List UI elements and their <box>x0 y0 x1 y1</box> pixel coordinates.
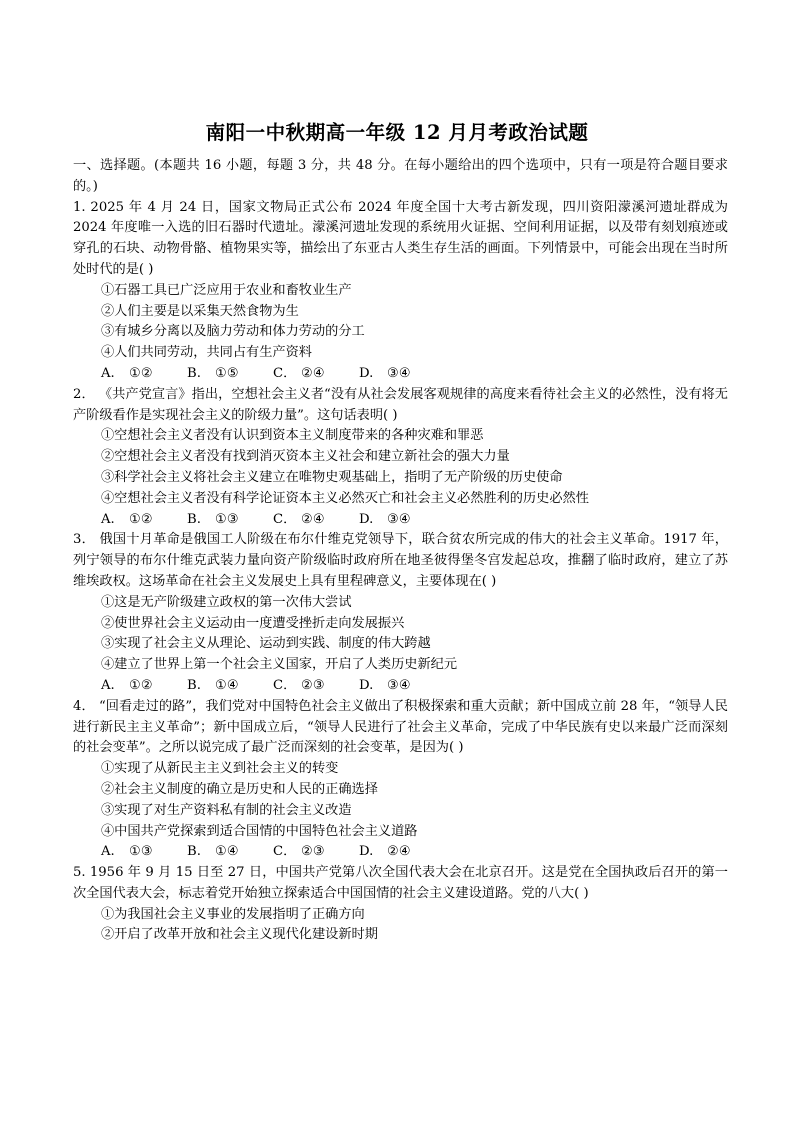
choice-letter: D. <box>359 365 374 381</box>
question-stem: 1. 2025 年 4 月 24 日，国家文物局正式公布 2024 年度全国十大考古新发现，四川资阳濛溪河遗址群成为 2024 年度唯一入选的旧石器时代遗址。濛溪河遗址发现的系统用火证据、空间利用证据，以及带有刻划痕迹或穿孔的石块、动物骨骼、植物果实等，描绘出了东亚古人类生存生活的画面。下列情景中，可能会出现在当时所处时代的是( ) <box>73 199 728 277</box>
option-item: ①这是无产阶级建立政权的第一次伟大尝试 <box>101 594 352 610</box>
question-stem: 4． “回看走过的路”，我们党对中国特色社会主义做出了积极探索和重大贡献；新中国成立前 28 年，“领导人民进行新民主主义革命”；新中国成立后，“领导人民进行了社会主义革命，完成了中华民族有史以来最广泛而深刻的社会变革”。之所以说完成了最广泛而深刻的社会变革，是因为( ) <box>73 698 728 756</box>
option-item: ③科学社会主义将社会主义建立在唯物史观基础上，指明了无产阶级的历史使命 <box>101 469 563 485</box>
option-item: ④人们共同劳动，共同占有生产资料 <box>101 345 312 361</box>
choice-value: ①② <box>129 365 153 381</box>
choice-letter: A. <box>101 511 115 527</box>
exam-title: 南阳一中秋期高一年级 12 月月考政治试题 <box>205 121 589 144</box>
choice-value: ③④ <box>387 677 411 693</box>
choice-value: ②④ <box>301 511 325 527</box>
choice-letter: A. <box>101 365 115 381</box>
choice-letter: D. <box>359 844 374 860</box>
choice-letter: B. <box>187 511 201 527</box>
choice-value: ③④ <box>387 365 411 381</box>
choice-value: ①② <box>129 677 153 693</box>
question-2 <box>73 385 728 531</box>
option-item: ②使世界社会主义运动由一度遭受挫折走向发展振兴 <box>101 615 405 631</box>
choice-value: ②③ <box>301 844 325 860</box>
option-item: ①为我国社会主义事业的发展指明了正确方向 <box>101 906 365 922</box>
choice-letter: B. <box>187 677 201 693</box>
answer-choices <box>73 364 728 385</box>
answer-choices <box>73 676 728 697</box>
option-item: ②人们主要是以采集天然食物为生 <box>101 303 299 319</box>
choice-letter: B. <box>187 844 201 860</box>
choice-value: ③④ <box>387 511 411 527</box>
choice-letter: D. <box>359 511 374 527</box>
question-stem: 2． 《共产党宣言》指出，空想社会主义者“没有从社会发展客观规律的高度来看待社会主义的必然性，没有将无产阶级看作是实现社会主义的阶级力量”。这句话表明( ) <box>73 386 728 423</box>
exam-content <box>73 156 728 946</box>
option-item: ④建立了世界上第一个社会主义国家，开启了人类历史新纪元 <box>101 657 458 673</box>
question-stem: 3． 俄国十月革命是俄国工人阶级在布尔什维克党领导下，联合贫农所完成的伟大的社会主义革命。1917 年，列宁领导的布尔什维克武装力量向资产阶级临时政府所在地圣彼得堡冬宫发起总攻，推翻了临时政府，建立了苏维埃政权。这场革命在社会主义发展史上具有里程碑意义，主要体现在( ) <box>73 532 728 589</box>
section-heading: 一、选择题。(本题共 16 小题，每题 3 分，共 48 分。在每小题给出的四个选项中，只有一项是符合题目要求的。) <box>73 158 728 194</box>
choice-letter: D. <box>359 677 374 693</box>
question-3 <box>73 530 728 696</box>
choice-value: ①② <box>129 511 153 527</box>
answer-choices <box>73 842 728 863</box>
choice-value: ②④ <box>301 365 325 381</box>
choice-value: ①⑤ <box>215 365 239 381</box>
option-item: ④中国共产党探索到适合国情的中国特色社会主义道路 <box>101 823 418 839</box>
option-item: ②社会主义制度的确立是历史和人民的正确选择 <box>101 781 378 797</box>
choice-letter: A. <box>101 844 115 860</box>
choice-value: ①③ <box>215 511 239 527</box>
option-item: ①实现了从新民主主义到社会主义的转变 <box>101 761 339 777</box>
answer-choices <box>73 510 728 531</box>
option-item: ①石器工具已广泛应用于农业和畜牧业生产 <box>101 282 352 298</box>
choice-letter: C． <box>273 365 297 381</box>
question-4 <box>73 697 728 863</box>
choice-letter: B. <box>187 365 201 381</box>
option-item: ①空想社会主义者没有认识到资本主义制度带来的各种灾难和罪恶 <box>101 428 484 444</box>
option-item: ③实现了对生产资料私有制的社会主义改造 <box>101 802 352 818</box>
choice-letter: C． <box>273 677 297 693</box>
option-item: ③有城乡分离以及脑力劳动和体力劳动的分工 <box>101 324 365 340</box>
choice-letter: A. <box>101 677 115 693</box>
option-item: ④空想社会主义者没有科学论证资本主义必然灭亡和社会主义必然胜利的历史必然性 <box>101 490 589 506</box>
question-stem: 5. 1956 年 9 月 15 日至 27 日，中国共产党第八次全国代表大会在北京召开。这是党在全国执政后召开的第一次全国代表大会，标志着党开始独立探索适合中国国情的社会主义建设道路。党的八大( ) <box>73 865 728 901</box>
option-item: ③实现了社会主义从理论、运动到实践、制度的伟大跨越 <box>101 636 431 652</box>
choice-letter: C． <box>273 511 297 527</box>
choice-value: ①④ <box>215 844 239 860</box>
choice-value: ②④ <box>387 844 411 860</box>
question-5 <box>73 863 728 946</box>
option-item: ②开启了改革开放和社会主义现代化建设新时期 <box>101 927 378 943</box>
choice-value: ①④ <box>215 677 239 693</box>
option-item: ②空想社会主义者没有找到消灭资本主义社会和建立新社会的强大力量 <box>101 449 510 465</box>
choice-value: ②③ <box>301 677 325 693</box>
choice-letter: C． <box>273 844 297 860</box>
choice-value: ①③ <box>129 844 153 860</box>
question-1 <box>73 198 728 385</box>
